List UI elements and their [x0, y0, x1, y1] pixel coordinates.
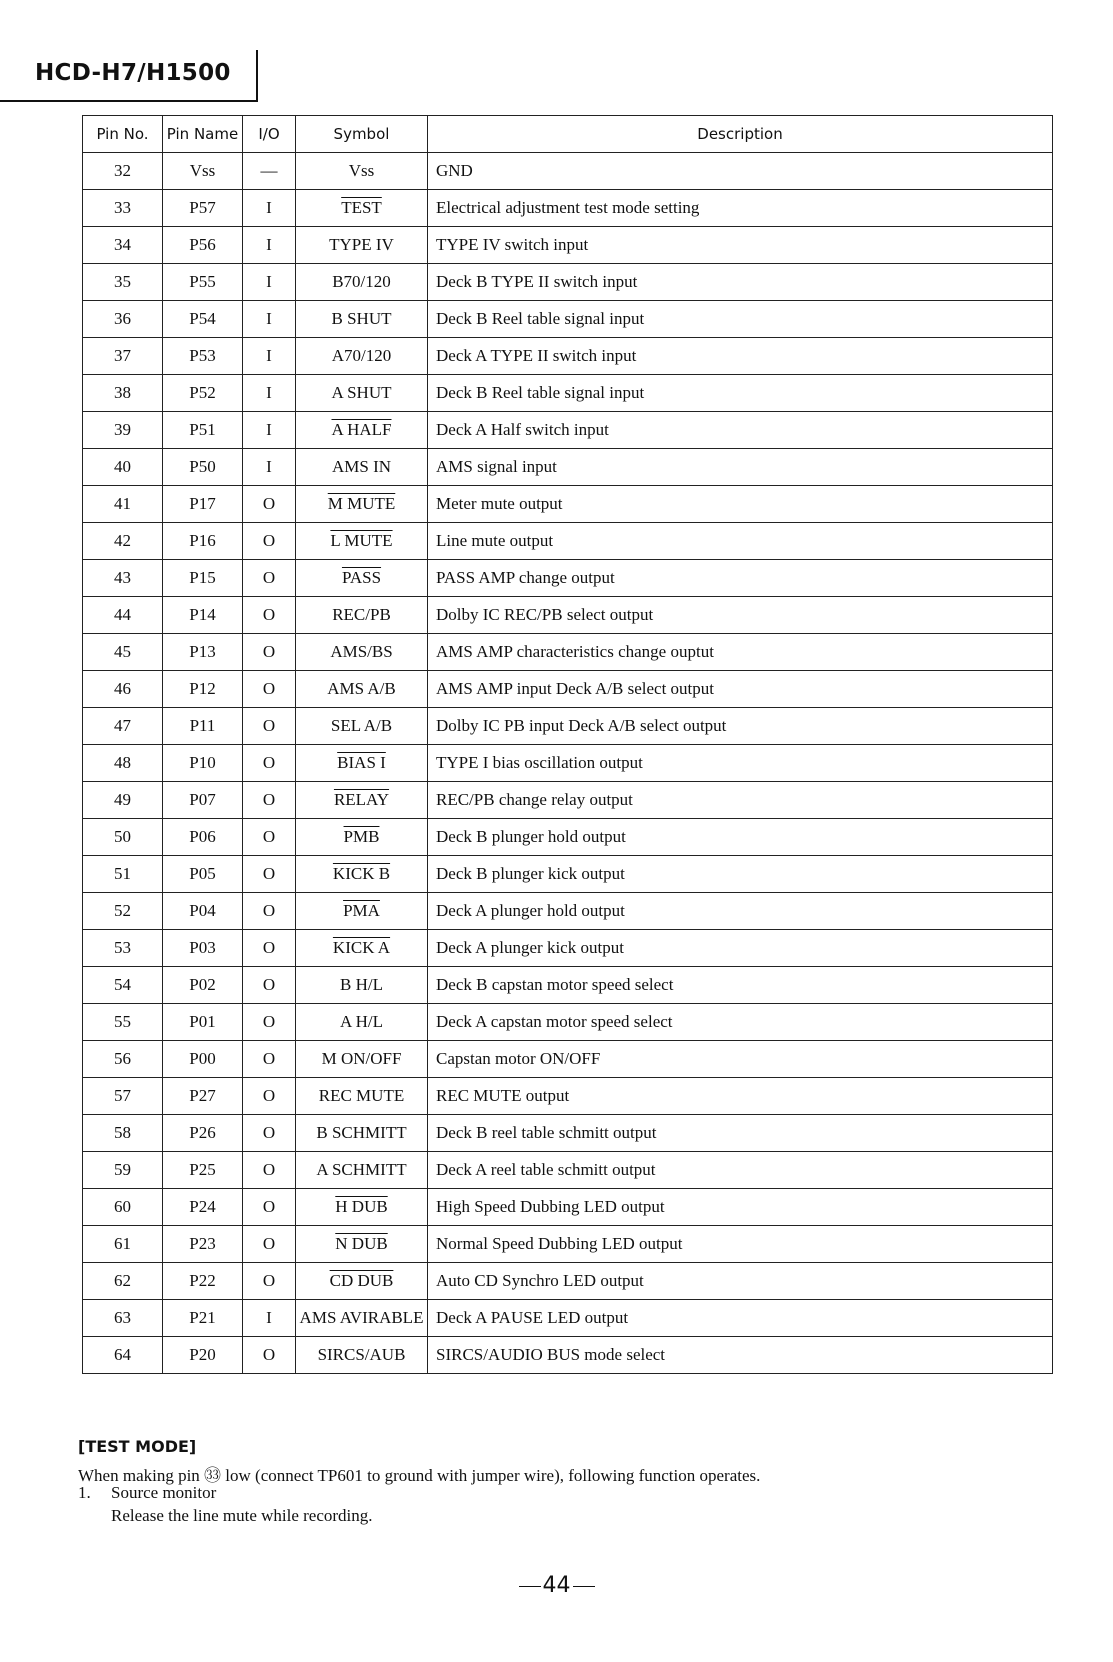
cell-pin-name: P12	[163, 671, 243, 708]
header-pin-name: Pin Name	[163, 116, 243, 153]
table-row	[83, 264, 1053, 301]
cell-symbol: A HALF	[296, 412, 428, 449]
cell-description: Deck B plunger kick output	[428, 856, 1053, 893]
cell-symbol: B70/120	[296, 264, 428, 301]
cell-pin-name: P14	[163, 597, 243, 634]
cell-symbol: B SHUT	[296, 301, 428, 338]
table-row	[83, 1004, 1053, 1041]
cell-description: Deck A plunger hold output	[428, 893, 1053, 930]
cell-description: Deck A Half switch input	[428, 412, 1053, 449]
cell-pin-name: Vss	[163, 153, 243, 190]
cell-symbol: H DUB	[296, 1189, 428, 1226]
cell-symbol: AMS A/B	[296, 671, 428, 708]
cell-symbol: L MUTE	[296, 523, 428, 560]
cell-pin-no: 50	[83, 819, 163, 856]
header-pin-no: Pin No.	[83, 116, 163, 153]
cell-io: O	[243, 1263, 296, 1300]
table-row	[83, 560, 1053, 597]
test-mode-title: [TEST MODE]	[78, 1437, 197, 1456]
table-row	[83, 930, 1053, 967]
cell-pin-name: P05	[163, 856, 243, 893]
cell-symbol: KICK B	[296, 856, 428, 893]
cell-symbol: KICK A	[296, 930, 428, 967]
cell-io: I	[243, 375, 296, 412]
cell-io: O	[243, 1189, 296, 1226]
cell-pin-name: P23	[163, 1226, 243, 1263]
cell-description: GND	[428, 153, 1053, 190]
cell-pin-name: P17	[163, 486, 243, 523]
cell-symbol: B SCHMITT	[296, 1115, 428, 1152]
cell-symbol: CD DUB	[296, 1263, 428, 1300]
cell-pin-name: P11	[163, 708, 243, 745]
table-row	[83, 1115, 1053, 1152]
cell-pin-no: 52	[83, 893, 163, 930]
cell-pin-no: 64	[83, 1337, 163, 1374]
cell-description: Auto CD Synchro LED output	[428, 1263, 1053, 1300]
cell-io: O	[243, 893, 296, 930]
cell-description: Dolby IC PB input Deck A/B select output	[428, 708, 1053, 745]
cell-symbol: B H/L	[296, 967, 428, 1004]
cell-symbol: A SHUT	[296, 375, 428, 412]
cell-pin-name: P01	[163, 1004, 243, 1041]
table-row	[83, 597, 1053, 634]
cell-symbol: AMS/BS	[296, 634, 428, 671]
cell-io: O	[243, 634, 296, 671]
cell-description: REC MUTE output	[428, 1078, 1053, 1115]
cell-symbol: $\overline{PMA}$	[296, 893, 428, 930]
cell-symbol: A H/L	[296, 1004, 428, 1041]
model-title: HCD-H7/H1500	[35, 60, 231, 86]
cell-pin-no: 55	[83, 1004, 163, 1041]
cell-pin-no: 62	[83, 1263, 163, 1300]
cell-symbol: TYPE IV	[296, 227, 428, 264]
cell-pin-name: P52	[163, 375, 243, 412]
cell-io: O	[243, 486, 296, 523]
cell-pin-no: 34	[83, 227, 163, 264]
table-row	[83, 856, 1053, 893]
cell-description: SIRCS/AUDIO BUS mode select	[428, 1337, 1053, 1374]
cell-symbol: PASS	[296, 560, 428, 597]
cell-pin-name: P54	[163, 301, 243, 338]
cell-io: O	[243, 1337, 296, 1374]
cell-symbol: AMS IN	[296, 449, 428, 486]
cell-pin-no: 35	[83, 264, 163, 301]
table-row	[83, 967, 1053, 1004]
cell-pin-no: 42	[83, 523, 163, 560]
table-row	[83, 671, 1053, 708]
cell-pin-name: P02	[163, 967, 243, 1004]
cell-description: Deck A TYPE II switch input	[428, 338, 1053, 375]
table-row	[83, 1263, 1053, 1300]
table-row	[83, 301, 1053, 338]
table-row	[83, 1300, 1053, 1337]
cell-description: Deck A PAUSE LED output	[428, 1300, 1053, 1337]
cell-pin-name: P21	[163, 1300, 243, 1337]
table-header-row	[83, 116, 1053, 153]
cell-io: O	[243, 708, 296, 745]
cell-pin-name: P10	[163, 745, 243, 782]
cell-pin-no: 49	[83, 782, 163, 819]
cell-io: O	[243, 782, 296, 819]
cell-io: O	[243, 930, 296, 967]
cell-pin-no: 58	[83, 1115, 163, 1152]
page-number-text: 44	[542, 1573, 571, 1598]
cell-io: I	[243, 1300, 296, 1337]
cell-symbol: $\overline{PMB}$	[296, 819, 428, 856]
cell-description: Deck B TYPE II switch input	[428, 264, 1053, 301]
test-mode-item-detail: Release the line mute while recording.	[111, 1506, 373, 1525]
table-row	[83, 486, 1053, 523]
header-io: I/O	[243, 116, 296, 153]
cell-io: O	[243, 1226, 296, 1263]
cell-io: I	[243, 301, 296, 338]
cell-pin-no: 57	[83, 1078, 163, 1115]
cell-io: O	[243, 819, 296, 856]
cell-pin-no: 38	[83, 375, 163, 412]
cell-description: High Speed Dubbing LED output	[428, 1189, 1053, 1226]
cell-io: O	[243, 1041, 296, 1078]
table-row	[83, 819, 1053, 856]
cell-pin-name: P20	[163, 1337, 243, 1374]
cell-pin-no: 46	[83, 671, 163, 708]
cell-symbol: AMS AVIRABLE	[296, 1300, 428, 1337]
cell-description: Deck B Reel table signal input	[428, 301, 1053, 338]
cell-symbol: A SCHMITT	[296, 1152, 428, 1189]
cell-pin-no: 60	[83, 1189, 163, 1226]
cell-description: Deck A capstan motor speed select	[428, 1004, 1053, 1041]
header-description: Description	[428, 116, 1053, 153]
cell-pin-no: 33	[83, 190, 163, 227]
table-row	[83, 1226, 1053, 1263]
cell-pin-no: 47	[83, 708, 163, 745]
cell-io: O	[243, 671, 296, 708]
cell-io: O	[243, 745, 296, 782]
cell-description: AMS AMP characteristics change ouptut	[428, 634, 1053, 671]
cell-description: Line mute output	[428, 523, 1053, 560]
cell-pin-name: P55	[163, 264, 243, 301]
test-mode-item-number: 1.	[78, 1483, 91, 1502]
cell-description: Deck B Reel table signal input	[428, 375, 1053, 412]
cell-io: O	[243, 1115, 296, 1152]
cell-pin-no: 61	[83, 1226, 163, 1263]
cell-symbol: SIRCS/AUB	[296, 1337, 428, 1374]
cell-pin-name: P04	[163, 893, 243, 930]
cell-pin-no: 32	[83, 153, 163, 190]
test-mode-intro: When making pin ㉝ low (connect TP601 to ground with jumper wire), following function operates.	[78, 1466, 761, 1485]
cell-pin-no: 43	[83, 560, 163, 597]
cell-pin-no: 45	[83, 634, 163, 671]
cell-pin-name: P51	[163, 412, 243, 449]
table-row	[83, 449, 1053, 486]
table-body	[83, 153, 1053, 1374]
cell-io: O	[243, 1078, 296, 1115]
cell-symbol: A70/120	[296, 338, 428, 375]
cell-description: Normal Speed Dubbing LED output	[428, 1226, 1053, 1263]
cell-pin-name: P53	[163, 338, 243, 375]
table-row	[83, 227, 1053, 264]
table-row	[83, 1152, 1053, 1189]
cell-symbol: REC/PB	[296, 597, 428, 634]
cell-pin-name: P57	[163, 190, 243, 227]
cell-io: O	[243, 967, 296, 1004]
cell-description: Deck A plunger kick output	[428, 930, 1053, 967]
cell-io: I	[243, 190, 296, 227]
cell-io: —	[243, 153, 296, 190]
cell-symbol: M MUTE	[296, 486, 428, 523]
header-symbol: Symbol	[296, 116, 428, 153]
cell-symbol: N DUB	[296, 1226, 428, 1263]
cell-pin-name: P27	[163, 1078, 243, 1115]
cell-description: TYPE IV switch input	[428, 227, 1053, 264]
cell-description: Deck A reel table schmitt output	[428, 1152, 1053, 1189]
page-dash-left	[519, 1586, 541, 1587]
cell-pin-no: 41	[83, 486, 163, 523]
table-row	[83, 1078, 1053, 1115]
cell-io: O	[243, 856, 296, 893]
cell-pin-name: P56	[163, 227, 243, 264]
table-row	[83, 782, 1053, 819]
cell-pin-no: 51	[83, 856, 163, 893]
cell-symbol: SEL A/B	[296, 708, 428, 745]
cell-description: Dolby IC REC/PB select output	[428, 597, 1053, 634]
table-row	[83, 745, 1053, 782]
cell-pin-name: P16	[163, 523, 243, 560]
cell-symbol: TEST	[296, 190, 428, 227]
cell-symbol: REC MUTE	[296, 1078, 428, 1115]
cell-io: O	[243, 560, 296, 597]
cell-io: I	[243, 412, 296, 449]
cell-pin-name: P50	[163, 449, 243, 486]
table-row	[83, 153, 1053, 190]
cell-io: O	[243, 523, 296, 560]
pin-table	[82, 115, 1053, 1374]
cell-symbol: Vss	[296, 153, 428, 190]
cell-io: O	[243, 1152, 296, 1189]
cell-pin-name: P03	[163, 930, 243, 967]
page-dash-right	[573, 1586, 595, 1587]
cell-pin-name: P06	[163, 819, 243, 856]
cell-pin-name: P22	[163, 1263, 243, 1300]
cell-io: I	[243, 264, 296, 301]
cell-pin-no: 53	[83, 930, 163, 967]
cell-pin-no: 59	[83, 1152, 163, 1189]
table-row	[83, 1337, 1053, 1374]
cell-pin-no: 40	[83, 449, 163, 486]
cell-description: TYPE I bias oscillation output	[428, 745, 1053, 782]
cell-symbol: M ON/OFF	[296, 1041, 428, 1078]
cell-description: REC/PB change relay output	[428, 782, 1053, 819]
cell-symbol: RELAY	[296, 782, 428, 819]
cell-pin-name: P00	[163, 1041, 243, 1078]
table-row	[83, 634, 1053, 671]
cell-pin-no: 37	[83, 338, 163, 375]
cell-description: AMS signal input	[428, 449, 1053, 486]
table-row	[83, 190, 1053, 227]
cell-pin-name: P13	[163, 634, 243, 671]
page-number	[0, 1573, 1113, 1598]
table-row	[83, 338, 1053, 375]
cell-io: I	[243, 338, 296, 375]
cell-pin-no: 54	[83, 967, 163, 1004]
table-row	[83, 412, 1053, 449]
cell-pin-name: P15	[163, 560, 243, 597]
cell-pin-name: P24	[163, 1189, 243, 1226]
table-row	[83, 1041, 1053, 1078]
test-mode-item-title: Source monitor	[111, 1483, 217, 1502]
cell-pin-no: 63	[83, 1300, 163, 1337]
cell-description: Meter mute output	[428, 486, 1053, 523]
table-row	[83, 708, 1053, 745]
cell-description: Deck B plunger hold output	[428, 819, 1053, 856]
cell-io: I	[243, 449, 296, 486]
cell-description: Electrical adjustment test mode setting	[428, 190, 1053, 227]
cell-description: Deck B reel table schmitt output	[428, 1115, 1053, 1152]
cell-io: I	[243, 227, 296, 264]
cell-symbol: BIAS I	[296, 745, 428, 782]
cell-description: PASS AMP change output	[428, 560, 1053, 597]
cell-pin-no: 39	[83, 412, 163, 449]
cell-pin-no: 56	[83, 1041, 163, 1078]
cell-pin-no: 48	[83, 745, 163, 782]
cell-pin-no: 36	[83, 301, 163, 338]
table-row	[83, 375, 1053, 412]
cell-pin-name: P26	[163, 1115, 243, 1152]
cell-description: Deck B capstan motor speed select	[428, 967, 1053, 1004]
cell-description: Capstan motor ON/OFF	[428, 1041, 1053, 1078]
table-row	[83, 523, 1053, 560]
cell-pin-name: P25	[163, 1152, 243, 1189]
table-row	[83, 893, 1053, 930]
cell-pin-no: 44	[83, 597, 163, 634]
cell-io: O	[243, 1004, 296, 1041]
cell-io: O	[243, 597, 296, 634]
table-row	[83, 1189, 1053, 1226]
cell-description: AMS AMP input Deck A/B select output	[428, 671, 1053, 708]
cell-pin-name: P07	[163, 782, 243, 819]
